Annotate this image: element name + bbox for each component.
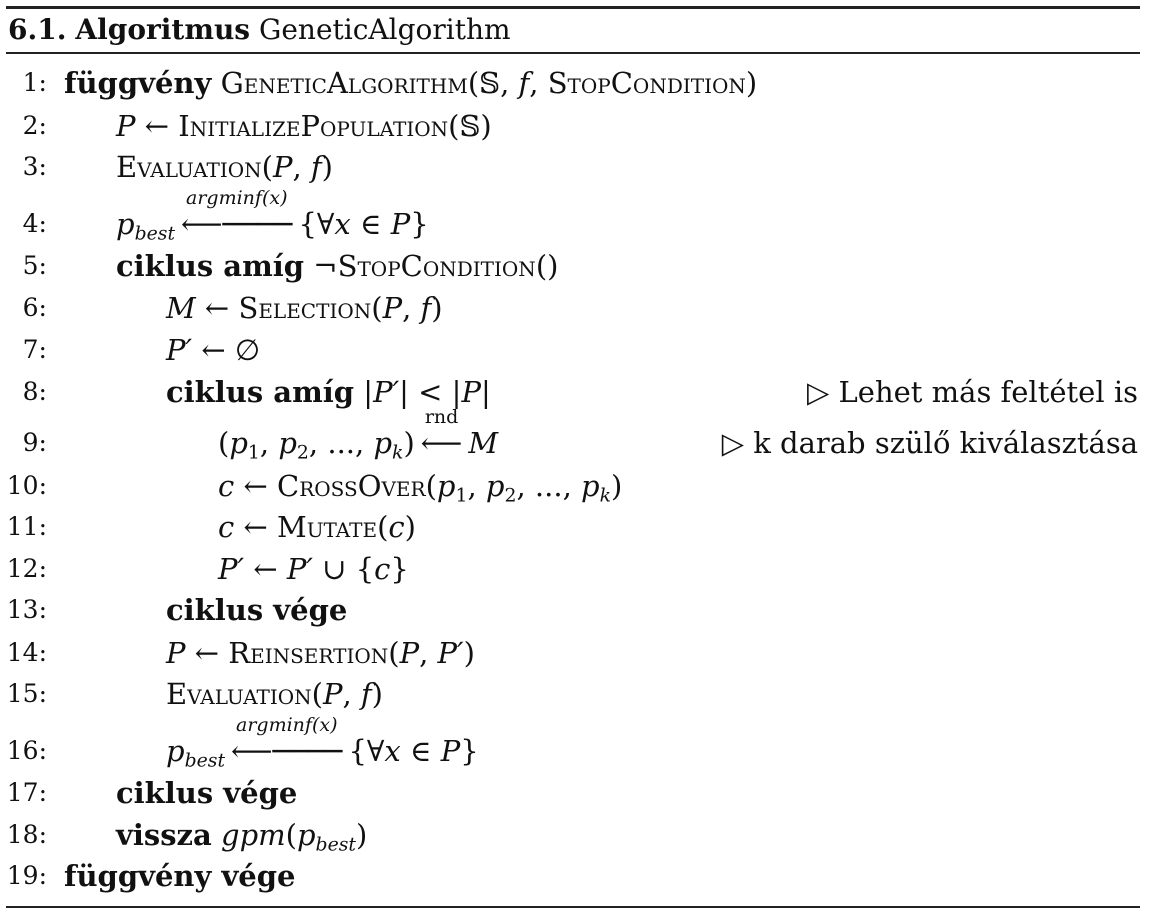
argmin-label: argminf(x) <box>186 187 288 209</box>
header-rule <box>6 52 1140 54</box>
code-line-16 <box>0 714 1149 772</box>
line-content: ciklus amíg |P′| < |P| <box>166 375 491 409</box>
keyword-while: ciklus amíg <box>166 375 355 409</box>
line-content: P ← InitializePopulation(𝕊) <box>116 109 492 143</box>
line-content: $p_{best}$ argminf(x) ⟵──── {∀x ∈ P} <box>166 714 479 772</box>
line-content: ($p_1$, $p_2$, ..., $p_k$) rnd ⟵ M <box>218 406 499 464</box>
proc-genetic-algorithm: GeneticAlgorithm <box>220 66 468 100</box>
line-content: c ← $CrossOver(p_1$, $p_2$, ..., $p_k$) <box>218 469 623 507</box>
code-line-2 <box>0 106 1149 146</box>
argmin-arrow: argminf(x) ⟵──── <box>231 714 343 768</box>
proc-mutate: Mutate <box>277 510 378 544</box>
line-content: Evaluation(P, f) <box>116 150 333 184</box>
line-number: 14: <box>6 638 47 667</box>
code-line-19 <box>0 856 1149 896</box>
proc-stop-condition: StopCondition <box>337 249 536 283</box>
line-number: 1: <box>22 68 47 97</box>
proc-evaluation: Evaluation <box>116 150 262 184</box>
line-number: 13: <box>6 595 47 624</box>
comment-line-8: ▷ Lehet más feltétel is <box>807 375 1138 409</box>
code-line-11 <box>0 507 1149 547</box>
line-number: 7: <box>22 335 47 364</box>
line-content: P ← Reinsertion(P, P′) <box>166 636 475 670</box>
line-number: 5: <box>22 251 47 280</box>
code-line-1 <box>0 63 1149 103</box>
line-content: függvény GeneticAlgorithm(𝕊, f, StopCondition) <box>64 66 758 100</box>
code-line-13 <box>0 590 1149 630</box>
bottom-rule <box>6 906 1140 908</box>
proc-crossover: CrossOver <box>277 469 426 503</box>
line-content: ciklus amíg ¬StopCondition() <box>116 249 559 283</box>
code-line-7 <box>0 330 1149 370</box>
code-line-8 <box>0 372 1149 412</box>
proc-selection: Selection <box>238 291 372 325</box>
algorithm-kind: Algoritmus <box>75 13 251 46</box>
algorithm-number: 6.1. <box>8 13 67 46</box>
line-number: 17: <box>6 778 47 807</box>
line-number: 8: <box>22 377 47 406</box>
rnd-label: rnd <box>424 406 459 428</box>
code-line-4 <box>0 187 1149 245</box>
line-number: 9: <box>22 428 47 457</box>
code-line-15 <box>0 674 1149 714</box>
keyword-function: függvény <box>64 66 212 100</box>
proc-evaluation: Evaluation <box>166 677 312 711</box>
line-content: M ← Selection(P, f) <box>166 291 443 325</box>
algorithm-name: GeneticAlgorithm <box>258 13 511 46</box>
line-number: 2: <box>22 111 47 140</box>
line-content <box>116 775 297 811</box>
comment-line-9: ▷ k darab szülő kiválasztása <box>721 426 1138 460</box>
line-number: 15: <box>6 679 47 708</box>
line-content: P′ ← ∅ <box>166 333 261 367</box>
keyword-while: ciklus amíg <box>116 249 305 283</box>
keyword-return: vissza <box>116 818 212 852</box>
line-content: Evaluation(P, f) <box>166 677 383 711</box>
line-content <box>64 858 295 894</box>
line-number: 12: <box>6 554 47 583</box>
code-line-10 <box>0 466 1149 506</box>
code-line-12 <box>0 549 1149 589</box>
line-number: 3: <box>22 152 47 181</box>
proc-initialize-population: InitializePopulation <box>178 109 449 143</box>
line-content: c ← Mutate(c) <box>218 510 416 544</box>
line-content: P′ ← P′ ∪ {c} <box>218 552 409 586</box>
rnd-arrow: rnd ⟵ <box>420 406 463 460</box>
proc-reinsertion: Reinsertion <box>228 636 389 670</box>
code-line-6 <box>0 288 1149 328</box>
code-line-3 <box>0 147 1149 187</box>
code-line-5 <box>0 246 1149 286</box>
top-rule <box>6 6 1140 9</box>
line-number: 18: <box>6 820 47 849</box>
code-line-18 <box>0 815 1149 855</box>
code-line-9 <box>0 406 1149 464</box>
line-number: 19: <box>6 861 47 890</box>
proc-stop-condition: StopCondition <box>547 66 746 100</box>
keyword-while-end: ciklus vége <box>166 593 348 627</box>
line-number: 10: <box>6 471 47 500</box>
line-content <box>166 592 347 628</box>
proc-gpm: gpm <box>221 818 286 852</box>
keyword-while-end: ciklus vége <box>116 776 298 810</box>
algorithm-title <box>8 11 511 49</box>
argmin-arrow: argminf(x) ⟵──── <box>181 187 293 241</box>
line-number: 6: <box>22 293 47 322</box>
line-number: 16: <box>6 736 47 765</box>
line-number: 4: <box>22 209 47 238</box>
line-content: $p_{best}$ argminf(x) ⟵──── {∀x ∈ P} <box>116 187 429 245</box>
code-line-17 <box>0 773 1149 813</box>
line-number: 11: <box>6 512 47 541</box>
code-line-14 <box>0 633 1149 673</box>
line-content: vissza $gpm(p_{best})$ <box>116 818 368 856</box>
argmin-label: argminf(x) <box>236 714 338 736</box>
keyword-function-end: függvény vége <box>64 859 296 893</box>
